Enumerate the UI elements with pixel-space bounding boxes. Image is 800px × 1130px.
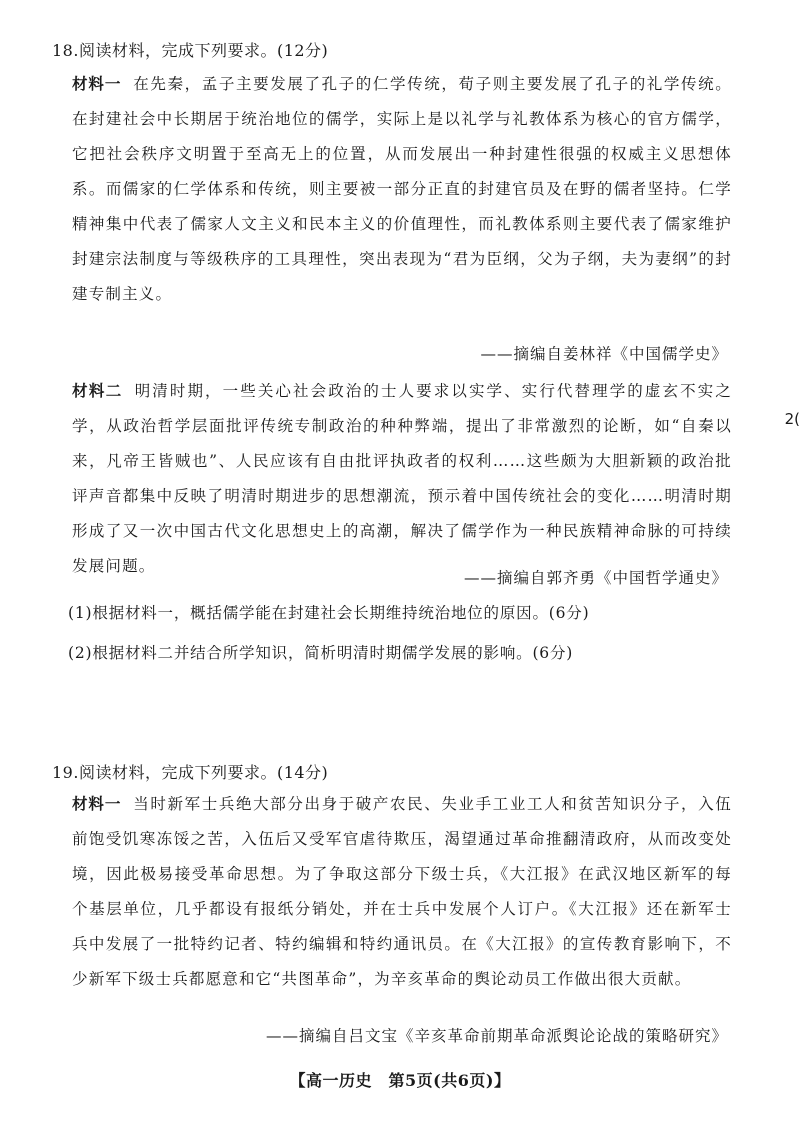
q18-material-2: [72, 374, 732, 584]
q18-material-2-label: 材料二: [72, 382, 123, 400]
q18-material-2-source: ——摘编自郭齐勇《中国哲学通史》: [463, 569, 728, 587]
q18-material-1-label: 材料一: [72, 75, 122, 93]
page-footer: 【高一历史 第5页(共6页)】: [289, 1071, 511, 1090]
q18-subquestion-2: (2)根据材料二并结合所学知识，简析明清时期儒学发展的影响。(6分): [68, 644, 574, 662]
q18-subquestion-1: (1)根据材料一，概括儒学能在封建社会长期维持统治地位的原因。(6分): [68, 604, 590, 622]
q18-material-1-source: ——摘编自姜林祥《中国儒学史》: [480, 345, 728, 363]
margin-page-mark: 2(: [784, 410, 800, 428]
q19-material-1-text: 当时新军士兵绝大部分出身于破产农民、失业手工业工人和贫苦知识分子，入伍前饱受饥寒冻馁之苦，入伍后又受军官虐待欺压，渴望通过革命推翻清政府，从而改变处境，因此极易接受革命思想。为了争取这部分下级士兵，《大江报》在武汉地区新军的每个基层单位，几乎都设有报纸分销处，并在士兵中发展个人订户。《大江报》还在新军士兵中发展了一批特约记者、特约编辑和特约通讯员。在《大江报》的宣传教育影响下，不少新军下级士兵都愿意和它“共图革命”，为辛亥革命的舆论动员工作做出很大贡献。: [72, 795, 732, 988]
q18-material-1: [72, 67, 732, 312]
q19-material-1-source: ——摘编自吕文宝《辛亥革命前期革命派舆论论战的策略研究》: [265, 1027, 728, 1045]
question-19-title: 19.阅读材料，完成下列要求。(14分): [52, 763, 329, 782]
q18-material-1-text: 在先秦，孟子主要发展了孔子的仁学传统，荀子则主要发展了孔子的礼学传统。在封建社会中长期居于统治地位的儒学，实际上是以礼学与礼教体系为核心的官方儒学，它把社会秩序文明置于至高无上的位置，从而发展出一种封建性很强的权威主义思想体系。而儒家的仁学体系和传统，则主要被一部分正直的封建官员及在野的儒者坚持。仁学精神集中代表了儒家人文主义和民本主义的价值理性，而礼教体系则主要代表了儒家维护封建宗法制度与等级秩序的工具理性，突出表现为“君为臣纲，父为子纲，夫为妻纲”的封建专制主义。: [72, 75, 732, 303]
q19-material-1-label: 材料一: [72, 795, 122, 813]
q18-material-2-text: 明清时期，一些关心社会政治的士人要求以实学、实行代替理学的虚玄不实之学，从政治哲学层面批评传统专制政治的种种弊端，提出了非常激烈的论断，如“自秦以来，凡帝王皆贼也”、人民应该有自由批评执政者的权利……这些颇为大胆新颖的政治批评声音都集中反映了明清时期进步的思想潮流，预示着中国传统社会的变化……明清时期形成了又一次中国古代文化思想史上的高潮，解决了儒学作为一种民族精神命脉的可持续发展问题。: [72, 382, 732, 575]
question-18-title: 18.阅读材料，完成下列要求。(12分): [52, 41, 329, 60]
q19-material-1: [72, 787, 732, 997]
